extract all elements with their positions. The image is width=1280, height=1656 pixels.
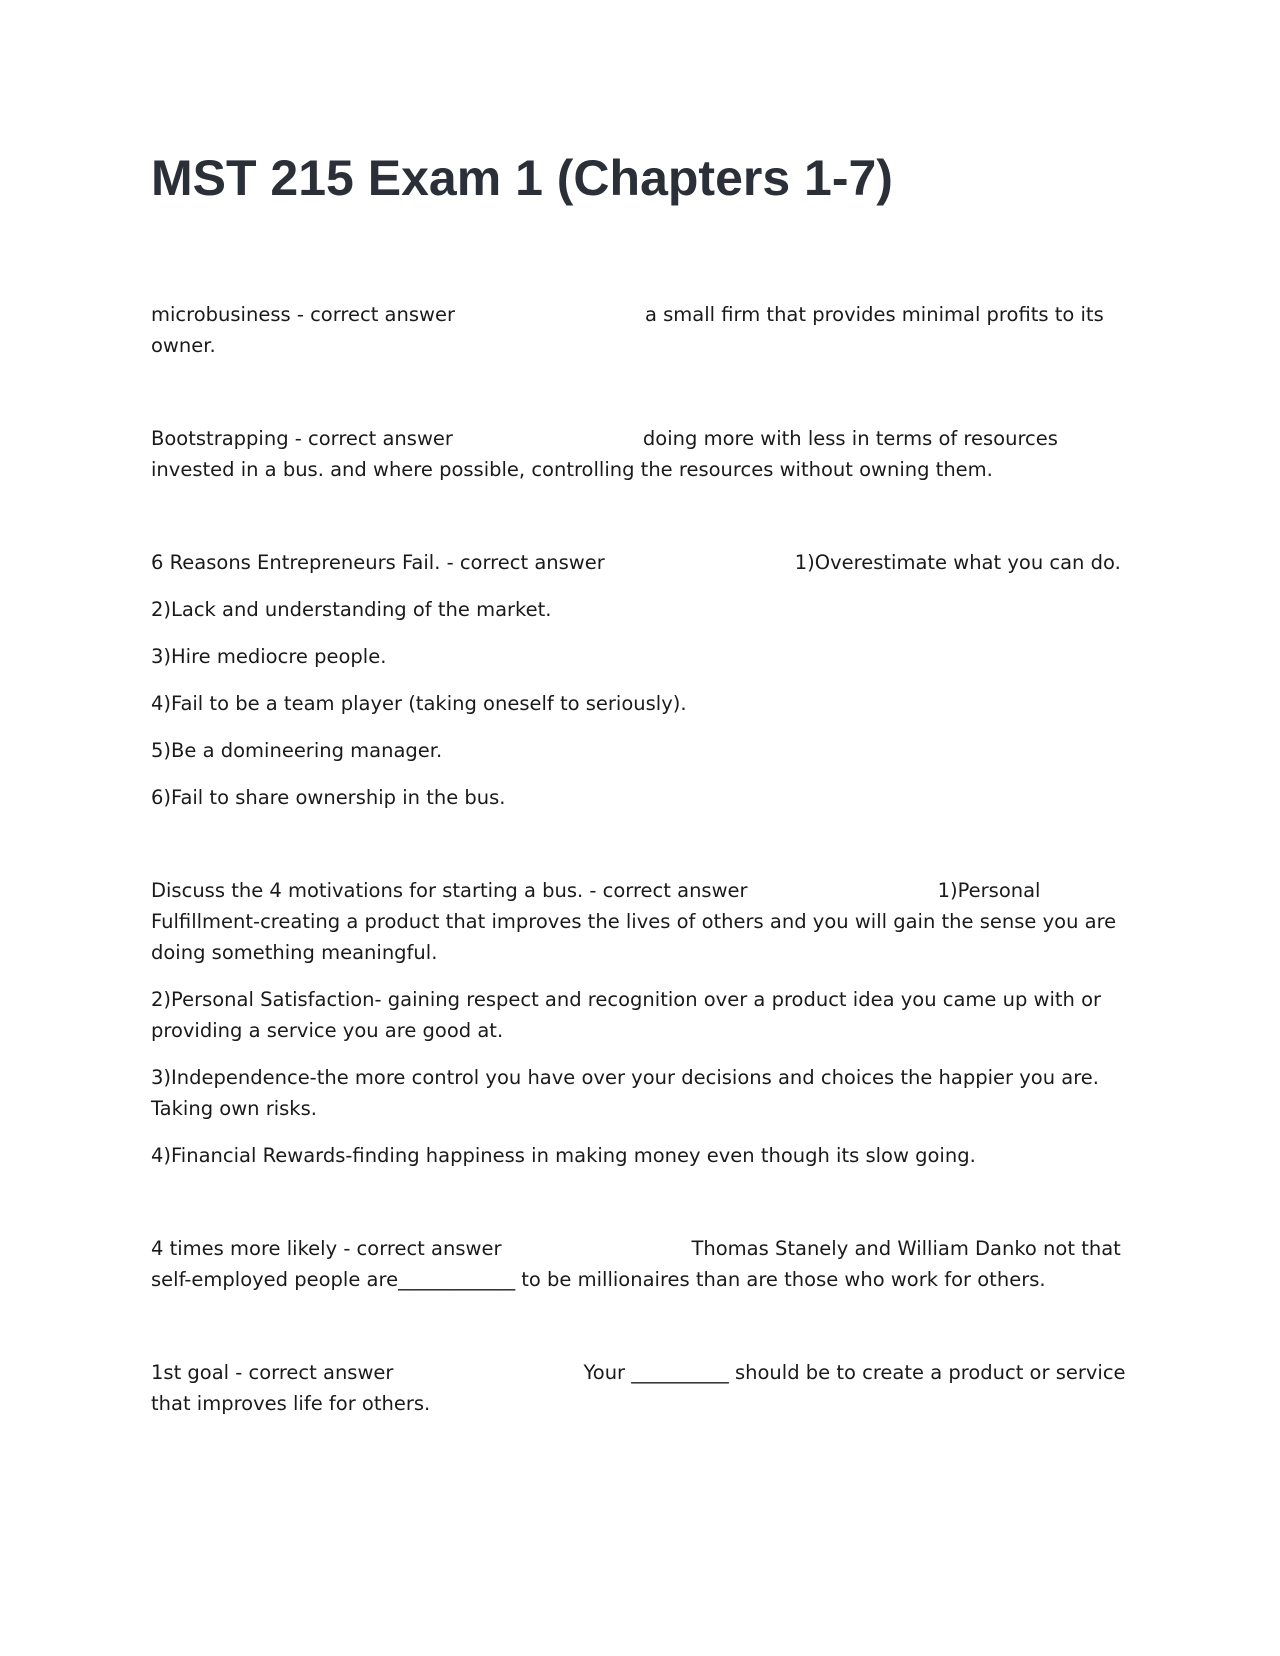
flashcard-list [151, 299, 1126, 1481]
flashcard-motivations [151, 875, 1126, 1171]
flashcard-bootstrapping [151, 423, 1126, 485]
flashcard-list-item: 6)Fail to share ownership in the bus. [151, 786, 506, 809]
flashcard-four-times [151, 1233, 1126, 1295]
flashcard-term: Discuss the 4 motivations for starting a bus. - correct answer [151, 879, 748, 902]
flashcard-main-line [151, 299, 1126, 361]
flashcard-list-item: 2)Personal Satisfaction- gaining respect and recognition over a product idea you came up with or providing a service you are good at. [151, 988, 1102, 1042]
flashcard-list-item: 5)Be a domineering manager. [151, 739, 443, 762]
flashcard-definition: a small firm that provides minimal profits to its owner. [151, 303, 1104, 357]
flashcard-term: 4 times more likely - correct answer [151, 1237, 502, 1260]
flashcard-term: 6 Reasons Entrepreneurs Fail. - correct answer [151, 551, 605, 574]
flashcard-microbusiness [151, 299, 1126, 361]
flashcard-definition: Thomas Stanely and William Danko not that self-employed people are____________ to be millionaires than are those who work for others. [151, 1237, 1121, 1291]
flashcard-term: Bootstrapping - correct answer [151, 427, 453, 450]
document-title: MST 215 Exam 1 (Chapters 1-7) [151, 150, 893, 206]
flashcard-term: microbusiness - correct answer [151, 303, 455, 326]
flashcard-definition: 1)Overestimate what you can do. [794, 551, 1121, 574]
flashcard-definition: Your __________ should be to create a product or service that improves life for others. [151, 1361, 1126, 1415]
flashcard-first-goal [151, 1357, 1126, 1419]
flashcard-main-line [151, 423, 1126, 485]
flashcard-list-item: 2)Lack and understanding of the market. [151, 598, 552, 621]
flashcard-main-line [151, 1233, 1126, 1295]
flashcard-list-item: 3)Independence-the more control you have over your decisions and choices the happier you are. Taking own risks. [151, 1066, 1100, 1120]
flashcard-list-item: 3)Hire mediocre people. [151, 645, 387, 668]
flashcard-reasons-fail [151, 547, 1126, 813]
flashcard-definition: 1)Personal Fulfillment-creating a product that improves the lives of others and you will gain the sense you are doing something meaningful. [151, 879, 1117, 964]
flashcard-list-item: 4)Financial Rewards-finding happiness in making money even though its slow going. [151, 1144, 976, 1167]
flashcard-main-line [151, 1357, 1126, 1419]
flashcard-definition: doing more with less in terms of resources invested in a bus. and where possible, controlling the resources without owning them. [151, 427, 1058, 481]
flashcard-list-item: 4)Fail to be a team player (taking oneself to seriously). [151, 692, 687, 715]
flashcard-term: 1st goal - correct answer [151, 1361, 394, 1384]
flashcard-main-line [151, 547, 1126, 578]
flashcard-main-line [151, 875, 1126, 968]
